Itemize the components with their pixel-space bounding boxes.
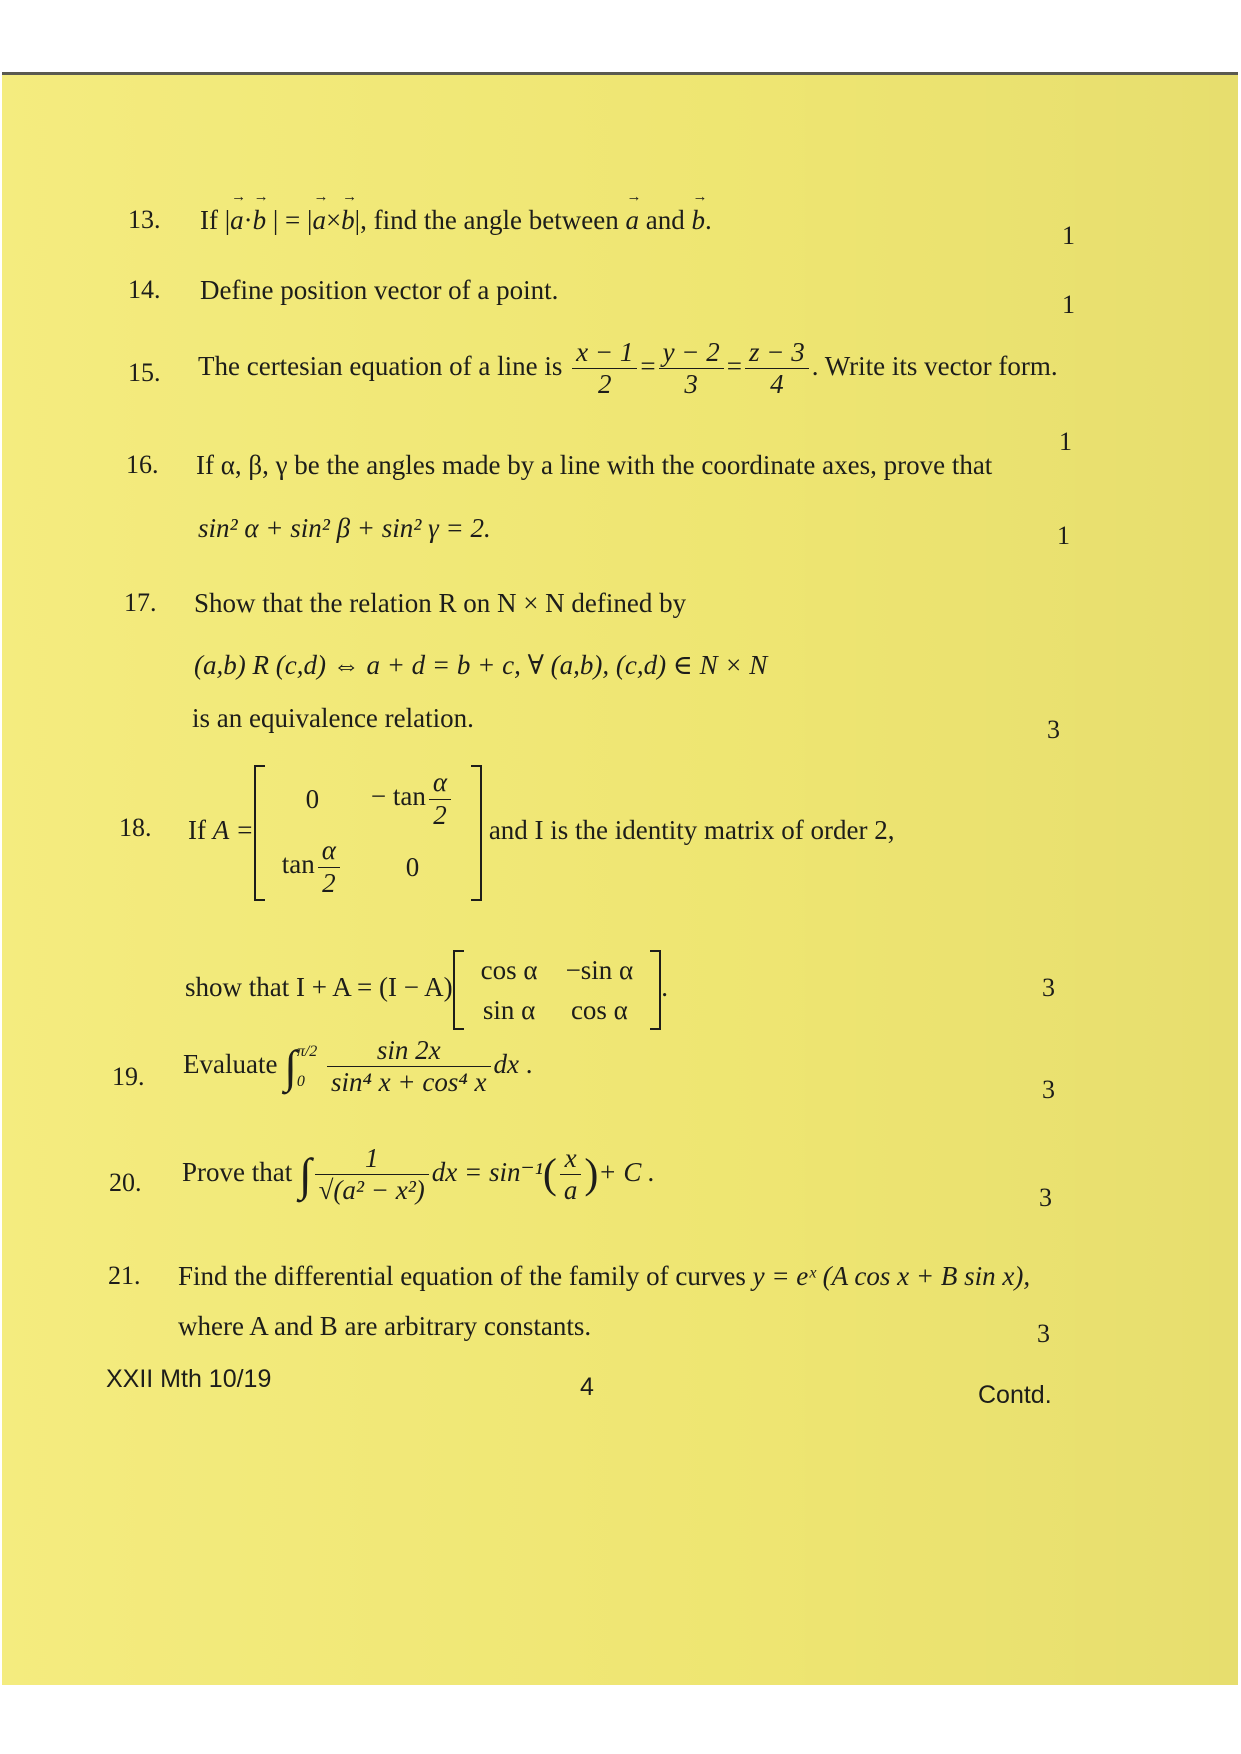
q20-num: 1 xyxy=(315,1143,429,1175)
q19-lower: 0 xyxy=(296,1072,305,1090)
q13-vec-a: → a xyxy=(230,205,244,236)
q21-line1-text: Find the differential equation of the family of curves xyxy=(178,1261,746,1291)
q13-end: . xyxy=(704,205,712,235)
page-number: 4 xyxy=(580,1373,594,1401)
q15-number: 15. xyxy=(128,358,161,387)
matrix-A-12 xyxy=(357,765,468,833)
q20-tail: + C . xyxy=(598,1156,655,1187)
q18-show: show that I + A = (I − A) xyxy=(185,972,453,1003)
q15-f3-den: 4 xyxy=(770,369,784,400)
q17-line3: is an equivalence relation. xyxy=(192,703,474,733)
q16-text: If α, β, γ be the angles made by a line with the coordinate axes, prove that xyxy=(196,450,993,480)
q18-A-eq: A = xyxy=(212,815,254,846)
q15-f2-den: 3 xyxy=(684,369,698,400)
q21-marks: 3 xyxy=(1037,1319,1050,1348)
q15-f1-num: x − 1 xyxy=(572,337,637,369)
footer-code: XXII Mth 10/19 xyxy=(106,1365,272,1393)
q18-show-line xyxy=(185,950,668,1030)
matrix-A-11: 0 xyxy=(305,783,320,814)
q19-end: . xyxy=(525,1048,533,1079)
q17-line1: Show that the relation R on N × N defined by xyxy=(194,588,687,618)
q19-den: sin⁴ x + cos⁴ x xyxy=(331,1067,487,1098)
q19-fraction xyxy=(327,1035,490,1098)
q13-rest: |, find the angle between xyxy=(354,205,619,235)
q13-dot: · xyxy=(243,205,253,235)
q19-dx: dx xyxy=(493,1048,519,1079)
q13-and: and xyxy=(645,205,685,235)
q13-cross: × xyxy=(325,205,342,235)
q13-marks: 1 xyxy=(1062,221,1075,250)
q16-marks: 1 xyxy=(1057,521,1070,550)
q20-marks: 3 xyxy=(1039,1183,1052,1212)
matrix-A-21-tan: tan xyxy=(281,849,315,880)
q18-end: . xyxy=(661,972,668,1003)
matrix-R-21: sin α xyxy=(482,994,536,1025)
q20-text xyxy=(182,1143,655,1206)
matrix-A xyxy=(254,765,482,901)
q17-line2: (a,b) R (c,d) ⇔ a + d = b + c, ∀ (a,b), (c,d) ∈ N × N xyxy=(194,650,768,680)
matrix-A-21-two: 2 xyxy=(322,867,336,898)
q21-formula: y = eˣ (A cos x + B sin x), xyxy=(752,1261,1031,1291)
matrix-A-21-frac xyxy=(318,835,340,898)
q17-marks: 3 xyxy=(1047,715,1060,744)
q20-paren-open: ( xyxy=(542,1151,557,1198)
q13-vec-a3: → a xyxy=(625,205,639,236)
q13-text xyxy=(200,205,712,236)
matrix-R-22: cos α xyxy=(570,994,628,1025)
q13-vec-b: → b xyxy=(253,205,267,236)
matrix-rotation xyxy=(453,950,662,1030)
q13-number: 13. xyxy=(128,205,161,234)
q17-number: 17. xyxy=(124,588,157,617)
matrix-A-21 xyxy=(268,833,357,901)
q20-paren-fraction xyxy=(560,1143,582,1206)
q18-marks: 3 xyxy=(1042,973,1055,1002)
q14-marks: 1 xyxy=(1062,290,1075,319)
q15-marks: 1 xyxy=(1059,427,1072,456)
q15-text xyxy=(198,337,1058,400)
matrix-A-22: 0 xyxy=(405,851,420,882)
q20-den: √(a² − x²) xyxy=(318,1175,425,1206)
q15-lead: The certesian equation of a line is xyxy=(198,350,563,381)
q15-eq1: = xyxy=(640,350,656,381)
q18-number: 18. xyxy=(119,813,152,842)
matrix-A-12-alpha: α xyxy=(429,767,451,799)
q19-text xyxy=(183,1035,532,1098)
q19-number: 19. xyxy=(112,1062,145,1091)
matrix-A-12-two: 2 xyxy=(433,799,447,830)
q14-number: 14. xyxy=(128,275,161,304)
matrix-A-12-tan: − tan xyxy=(370,781,426,812)
q20-mid: dx = sin⁻¹ xyxy=(431,1156,543,1187)
q15-f2-num: y − 2 xyxy=(659,337,724,369)
q16-number: 16. xyxy=(126,450,159,479)
q14-text: Define position vector of a point. xyxy=(200,275,559,305)
q20-pnum: x xyxy=(560,1143,582,1175)
q19-upper: π/2 xyxy=(296,1042,318,1060)
q20-pden: a xyxy=(563,1175,578,1206)
q19-marks: 3 xyxy=(1042,1075,1055,1104)
q15-eq2: = xyxy=(726,350,743,381)
q13-vec-b3: → b xyxy=(691,205,705,236)
matrix-A-12-frac xyxy=(429,767,451,830)
q15-f1-den: 2 xyxy=(597,369,612,400)
q19-num: sin 2x xyxy=(327,1035,490,1067)
matrix-A-21-alpha: α xyxy=(318,835,340,867)
q15-f3-num: z − 3 xyxy=(745,337,809,369)
q13-vec-a2: → a xyxy=(312,205,326,236)
matrix-R-11: cos α xyxy=(480,954,538,985)
q20-fraction xyxy=(315,1143,429,1206)
q21-line2: where A and B are arbitrary constants. xyxy=(178,1311,592,1341)
q15-fraction-z xyxy=(745,337,809,400)
integral-sign-2: ∫ xyxy=(298,1149,312,1201)
q20-paren-close: ) xyxy=(584,1151,599,1198)
q18-after: and I is the identity matrix of order 2, xyxy=(488,815,895,846)
exam-page xyxy=(2,72,1238,1685)
q21-number: 21. xyxy=(108,1261,141,1290)
q19-word: Evaluate xyxy=(183,1048,278,1079)
q18-if: If xyxy=(188,815,206,846)
q15-fraction-y xyxy=(659,337,724,400)
q15-tail: . Write its vector form. xyxy=(811,350,1058,381)
q13-prefix: If | xyxy=(200,205,231,235)
integral-sign: ∫ xyxy=(284,1041,297,1093)
q13-mid: | = | xyxy=(272,205,313,235)
q20-word: Prove that xyxy=(182,1156,293,1187)
q18-matrix-line xyxy=(188,765,894,901)
q13-vec-b2: → b xyxy=(341,205,355,236)
q21-line1 xyxy=(178,1261,1030,1292)
q15-fraction-x xyxy=(572,337,637,400)
q19-limits xyxy=(297,1037,317,1097)
matrix-R-12: −sin α xyxy=(565,954,634,985)
q16-formula: sin² α + sin² β + sin² γ = 2. xyxy=(198,513,491,543)
q20-number: 20. xyxy=(109,1168,142,1197)
footer-contd: Contd. xyxy=(978,1381,1052,1409)
